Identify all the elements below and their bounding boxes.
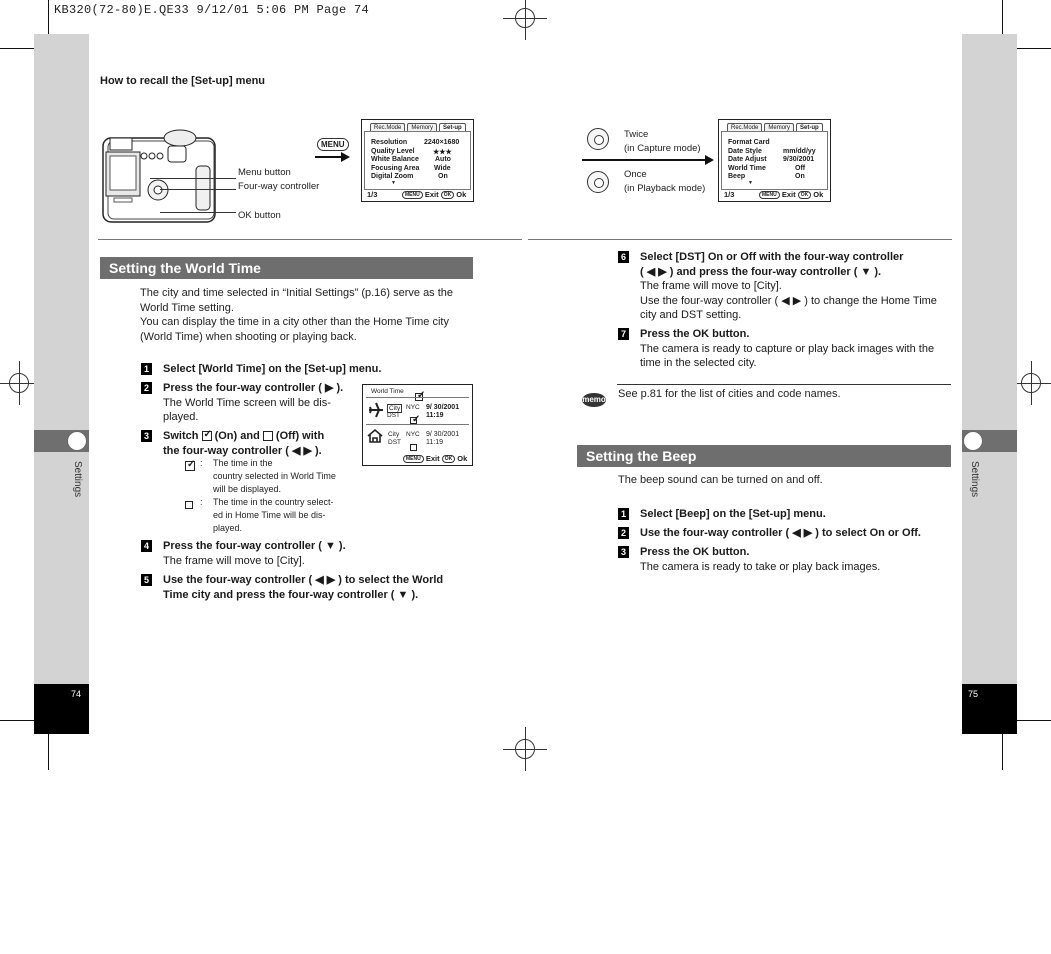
lcd-separator xyxy=(366,397,469,398)
lcd-row-label: White Balance xyxy=(371,156,419,163)
step-title: Select [Beep] on the [Set-up] menu. xyxy=(640,508,826,520)
step-title: Press the four-way controller ( ▼ ). xyxy=(163,540,346,552)
lcd-row-value: Auto xyxy=(435,156,451,163)
lcd-page: 1/3 xyxy=(367,190,378,199)
lcd-tab: Memory xyxy=(764,123,794,132)
crop-mark xyxy=(1015,720,1051,721)
lcd-tab-active: Set-up xyxy=(439,123,466,132)
callout-line xyxy=(160,189,236,190)
step-desc: The frame will move to [City]. Use the four-way controller ( ◀ ▶ ) to change the Home Time city and DST setting. xyxy=(640,280,937,321)
lcd-row-label: Format Card xyxy=(728,139,770,146)
lcd-row-value: 2240×1680 xyxy=(424,139,460,146)
crop-mark xyxy=(48,734,49,770)
arrow-head-icon xyxy=(705,155,714,165)
lcd-setup-menu-left xyxy=(361,119,474,202)
menu-button-icon: MENU xyxy=(317,138,349,151)
city-label-selected: City xyxy=(389,405,401,412)
intro-line: The city and time selected in “Initial Settings” (p.16) serve as the xyxy=(140,287,454,299)
lcd-ok: Ok xyxy=(456,189,467,199)
lcd-page: 1/3 xyxy=(724,190,735,199)
arrow-line xyxy=(315,156,341,158)
intro-line: World Time setting. xyxy=(140,301,234,314)
label-four-way-controller: Four-way controller xyxy=(238,181,320,192)
lcd-row-label: Focusing Area xyxy=(371,165,420,172)
dst-label: DST xyxy=(388,439,401,446)
step-number: 6 xyxy=(618,251,629,263)
lcd-row-label: Date Adjust xyxy=(728,156,767,163)
file-header: KB320(72-80)E.QE33 9/12/01 5:06 PM Page 74 xyxy=(54,3,370,17)
left-tab-circle xyxy=(67,431,87,451)
lcd-separator xyxy=(366,424,469,425)
crop-mark xyxy=(1015,48,1051,49)
step-title: Select [DST] On or Off with the four-way controller ( ◀ ▶ ) and press the four-way controller ( ▼ ). xyxy=(640,251,904,278)
checkbox-off-icon xyxy=(263,431,273,441)
lcd-footer-controls xyxy=(759,190,823,199)
lcd-row-value: 9/30/2001 xyxy=(783,156,815,163)
step-title: Use the four-way controller ( ◀ ▶ ) to select the World Time city and press the four-way controller ( ▼ ). xyxy=(163,574,444,601)
arrow-line xyxy=(582,159,706,161)
mode-twice: Twice xyxy=(624,129,649,140)
lcd-world-time-screen xyxy=(362,384,473,466)
intro-line: You can display the time in a city other than the Home Time city xyxy=(140,316,449,328)
side-label-left: Settings xyxy=(72,461,83,498)
step-desc: The frame will move to [City]. xyxy=(163,554,305,567)
label-ok-button: OK button xyxy=(238,210,281,221)
crop-mark xyxy=(0,48,36,49)
registration-mark xyxy=(507,731,543,767)
lcd-footer-controls xyxy=(402,190,466,199)
registration-mark xyxy=(507,0,543,36)
menu-pill: MENU xyxy=(759,191,780,199)
step-desc: The camera is ready to take or play back images. xyxy=(640,560,881,573)
step-desc: The World Time screen will be dis- played. xyxy=(163,396,331,423)
lcd-row-value: On xyxy=(438,173,448,180)
step-number: 3 xyxy=(618,546,629,558)
step-title-part: (On) and xyxy=(214,430,260,442)
memo-text: See p.81 for the list of cities and code names. xyxy=(618,388,841,400)
mode-once: Once xyxy=(624,169,647,180)
step-title: Select [World Time] on the [Set-up] menu. xyxy=(163,363,382,375)
crop-mark xyxy=(48,0,49,36)
lcd-exit: Exit xyxy=(425,453,440,463)
world-date: 9/ 30/2001 xyxy=(426,404,460,411)
step-number: 7 xyxy=(618,328,629,340)
scroll-down-icon: ▼ xyxy=(391,180,396,186)
left-page-block xyxy=(34,684,89,734)
step-title: Press the OK button. xyxy=(640,328,750,340)
checkbox-on-icon xyxy=(202,431,212,441)
checkbox-off-icon xyxy=(410,444,417,451)
airplane-icon xyxy=(367,401,385,419)
step-number: 4 xyxy=(141,540,152,552)
checkbox-on-icon xyxy=(185,461,195,471)
off-text-line: played. xyxy=(213,523,243,533)
memo-rule xyxy=(617,384,951,385)
step-number: 1 xyxy=(618,508,629,520)
lcd-exit: Exit xyxy=(424,189,439,199)
lcd-tab: Rec.Mode xyxy=(370,123,405,132)
four-way-controller-icon xyxy=(587,128,609,150)
step-title: Press the OK button. xyxy=(640,546,750,558)
home-icon xyxy=(367,428,383,444)
step-number: 1 xyxy=(141,363,152,375)
off-text-line: ed in Home Time will be dis- xyxy=(213,510,326,520)
step-title-part: the four-way controller ( ◀ ▶ ). xyxy=(163,444,322,457)
divider-right xyxy=(528,239,952,240)
step-title: Use the four-way controller ( ◀ ▶ ) to select On or Off. xyxy=(640,527,921,539)
city-label: City xyxy=(388,431,400,438)
off-text-line: The time in the country select- xyxy=(213,497,334,507)
mode-capture: (in Capture mode) xyxy=(624,143,701,154)
beep-intro: The beep sound can be turned on and off. xyxy=(618,474,823,486)
lcd-row-label: Quality Level xyxy=(371,148,415,155)
page-number-right: 75 xyxy=(968,689,979,699)
lcd-row-value: On xyxy=(795,173,805,180)
label-menu-button: Menu button xyxy=(238,167,291,178)
step-title-part: (Off) with xyxy=(275,430,325,442)
city-code: NYC xyxy=(406,431,420,438)
checkbox-off-icon xyxy=(185,501,193,509)
page-number-left: 74 xyxy=(71,689,82,699)
divider-left xyxy=(98,239,522,240)
step-title: Press the four-way controller ( ▶ ). xyxy=(163,382,344,394)
right-page-block xyxy=(962,684,1017,734)
step-title-part: Switch xyxy=(163,430,199,442)
crop-mark xyxy=(0,720,36,721)
lcd-ok: Ok xyxy=(457,453,468,463)
lcd-row-label: World Time xyxy=(728,165,766,172)
arrow-head-icon xyxy=(341,152,350,162)
home-time: 11:19 xyxy=(426,439,443,446)
on-text-line: The time in the xyxy=(213,458,273,468)
step-number: 2 xyxy=(618,527,629,539)
left-side-bar xyxy=(34,34,89,684)
menu-pill: MENU xyxy=(403,455,424,463)
lcd-tab-active: Set-up xyxy=(796,123,823,132)
scroll-down-icon: ▼ xyxy=(748,180,753,186)
crop-mark xyxy=(1002,0,1003,36)
lcd-row-value: Off xyxy=(795,165,806,172)
lcd-tab: Rec.Mode xyxy=(727,123,762,132)
right-tab-circle xyxy=(963,431,983,451)
right-side-bar xyxy=(962,34,1017,684)
intro-line: (World Time) when shooting or playing back. xyxy=(140,330,357,343)
lcd-row-label: Resolution xyxy=(371,139,408,146)
step-desc: The camera is ready to capture or play back images with the time in the selected city. xyxy=(640,342,935,369)
lcd-setup-menu-right xyxy=(718,119,831,202)
section-title-world-time: Setting the World Time xyxy=(100,257,473,279)
callout-line xyxy=(150,178,236,179)
lcd-row-label: Digital Zoom xyxy=(371,173,414,180)
registration-mark xyxy=(1,365,37,401)
lcd-row-value: Wide xyxy=(434,165,451,172)
side-label-right: Settings xyxy=(969,461,980,498)
lcd-row-value: mm/dd/yy xyxy=(783,148,816,155)
step-number: 2 xyxy=(141,382,152,394)
ok-pill: OK xyxy=(441,191,455,199)
world-time: 11:19 xyxy=(426,412,444,419)
mode-playback: (in Playback mode) xyxy=(624,183,706,194)
four-way-controller-icon xyxy=(587,171,609,193)
ok-pill: OK xyxy=(442,455,456,463)
menu-pill: MENU xyxy=(402,191,423,199)
dst-label: DST xyxy=(387,412,400,419)
lcd-ok: Ok xyxy=(813,189,824,199)
step-number: 3 xyxy=(141,430,152,442)
lcd-footer-controls xyxy=(403,454,467,463)
lcd-tab: Memory xyxy=(407,123,437,132)
lcd-row-label: Date Style xyxy=(728,148,762,155)
on-text-line: country selected in World Time xyxy=(213,471,336,481)
lcd-row-value: ★★★ xyxy=(433,149,452,156)
on-text-line: will be displayed. xyxy=(213,484,282,494)
city-code: NYC xyxy=(406,404,420,411)
step-number: 5 xyxy=(141,574,152,586)
registration-mark xyxy=(1013,365,1049,401)
lcd-exit: Exit xyxy=(781,189,796,199)
world-time-header: World Time xyxy=(371,388,404,395)
crop-mark xyxy=(1002,734,1003,770)
ok-pill: OK xyxy=(798,191,812,199)
memo-icon: memo xyxy=(582,393,606,407)
recall-title: How to recall the [Set-up] menu xyxy=(100,75,266,87)
home-date: 9/ 30/2001 xyxy=(426,431,460,438)
world-time-intro xyxy=(140,286,480,344)
section-title-beep: Setting the Beep xyxy=(577,445,951,467)
callout-line xyxy=(160,212,236,213)
lcd-row-label: Beep xyxy=(728,173,746,180)
